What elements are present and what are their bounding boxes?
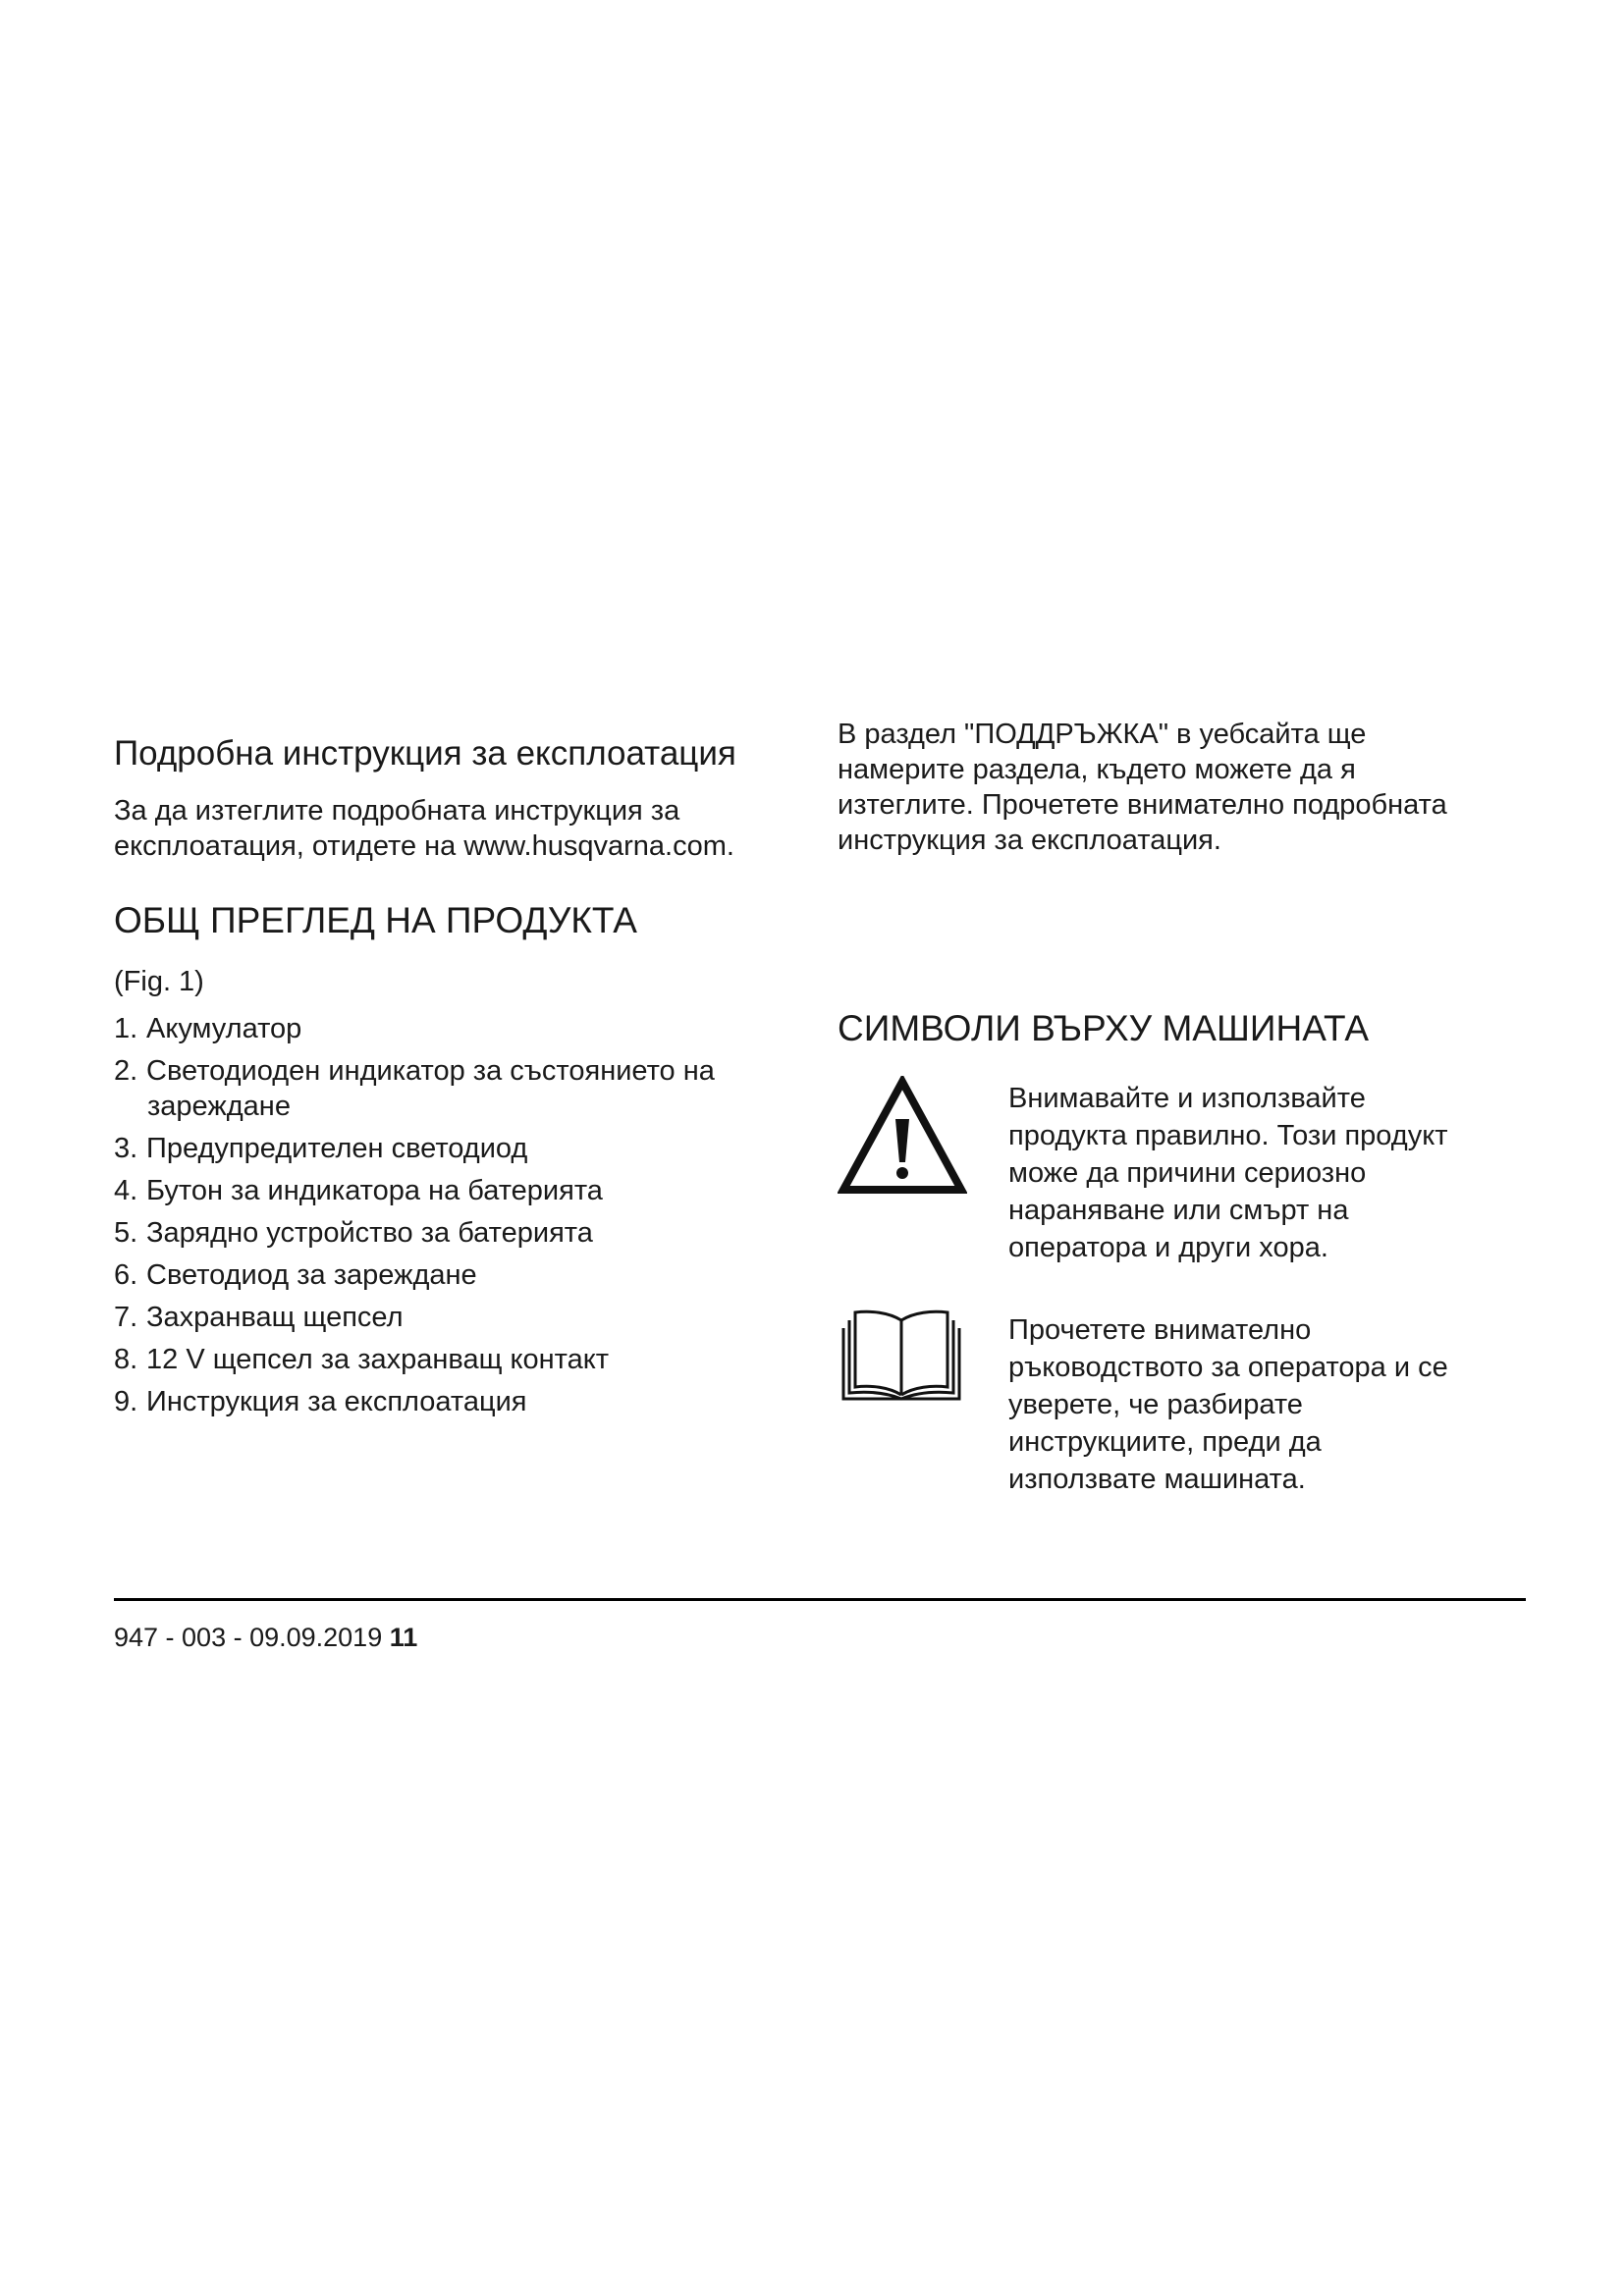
list-item	[114, 1300, 715, 1335]
detailed-instructions-right-paragraph	[838, 717, 1447, 858]
paragraph-line: изтеглите. Прочетете внимателно подробната	[838, 789, 1447, 821]
list-item	[114, 1011, 715, 1046]
list-item	[114, 1342, 715, 1377]
list-item-text: Захранващ щепсел	[146, 1302, 404, 1333]
list-item-text: Зарядно устройство за батерията	[146, 1217, 593, 1249]
list-item-number: 8.	[114, 1344, 138, 1375]
open-book-graphic	[838, 1301, 965, 1401]
paragraph-line: уверете, че разбирате	[1008, 1389, 1303, 1420]
paragraph-line: инструкция за експлоатация.	[838, 825, 1221, 856]
list-item-number: 9.	[114, 1386, 138, 1417]
manual-description	[1008, 1311, 1448, 1498]
list-item-text: Акумулатор	[146, 1013, 302, 1044]
symbols-heading: СИМВОЛИ ВЪРХУ МАШИНАТА	[838, 1008, 1370, 1048]
paragraph-line: експлоатация, отидете на www.husqvarna.com.	[114, 830, 734, 862]
paragraph-line: използвате машината.	[1008, 1464, 1306, 1495]
detailed-instructions-left-paragraph	[114, 793, 734, 864]
list-item	[114, 1215, 715, 1251]
list-item-number: 4.	[114, 1175, 138, 1206]
list-item	[114, 1173, 715, 1208]
list-item	[114, 1257, 715, 1293]
warning-triangle-graphic	[838, 1076, 967, 1196]
list-item	[114, 1384, 715, 1419]
paragraph-line: може да причини сериозно	[1008, 1157, 1367, 1189]
paragraph-line: В раздел "ПОДДРЪЖКА" в уебсайта ще	[838, 719, 1367, 750]
list-item	[114, 1131, 715, 1166]
document-reference: 947 - 003 - 09.09.2019	[114, 1623, 383, 1652]
paragraph-line: продукта правилно. Този продукт	[1008, 1120, 1448, 1151]
list-item-text: Светодиоден индикатор за състоянието на	[146, 1055, 715, 1087]
list-item-number: 5.	[114, 1217, 138, 1249]
paragraph-line: нараняване или смърт на	[1008, 1195, 1349, 1226]
paragraph-line: инструкциите, преди да	[1008, 1426, 1322, 1458]
list-item	[114, 1053, 715, 1124]
product-parts-list	[114, 1011, 715, 1426]
open-book-icon	[838, 1301, 965, 1401]
paragraph-line: намерите раздела, където можете да я	[838, 754, 1356, 785]
paragraph-line: За да изтеглите подробната инструкция за	[114, 795, 680, 827]
list-item-text: Бутон за индикатора на батерията	[146, 1175, 603, 1206]
paragraph-line: Внимавайте и използвайте	[1008, 1083, 1366, 1114]
warning-triangle-icon	[838, 1076, 967, 1196]
figure-reference: (Fig. 1)	[114, 966, 204, 997]
list-item-text: Инструкция за експлоатация	[146, 1386, 527, 1417]
list-item-number: 3.	[114, 1133, 138, 1164]
paragraph-line: оператора и други хора.	[1008, 1232, 1328, 1263]
list-item-text: Светодиод за зареждане	[146, 1259, 477, 1291]
list-item-text: Предупредителен светодиод	[146, 1133, 528, 1164]
paragraph-line: Прочетете внимателно	[1008, 1314, 1312, 1346]
list-item-number: 2.	[114, 1055, 138, 1087]
paragraph-line: ръководството за оператора и се	[1008, 1352, 1448, 1383]
product-overview-heading: ОБЩ ПРЕГЛЕД НА ПРОДУКТА	[114, 900, 637, 940]
list-item-text-continued: зареждане	[147, 1091, 291, 1122]
warning-description	[1008, 1080, 1448, 1266]
list-item-number: 1.	[114, 1013, 138, 1044]
list-item-number: 7.	[114, 1302, 138, 1333]
list-item-number: 6.	[114, 1259, 138, 1291]
list-item-text: 12 V щепсел за захранващ контакт	[146, 1344, 610, 1375]
page-number: 11	[389, 1623, 418, 1652]
page-footer	[114, 1622, 417, 1653]
detailed-instructions-heading: Подробна инструкция за експлоатация	[114, 734, 736, 773]
footer-divider	[114, 1598, 1526, 1601]
